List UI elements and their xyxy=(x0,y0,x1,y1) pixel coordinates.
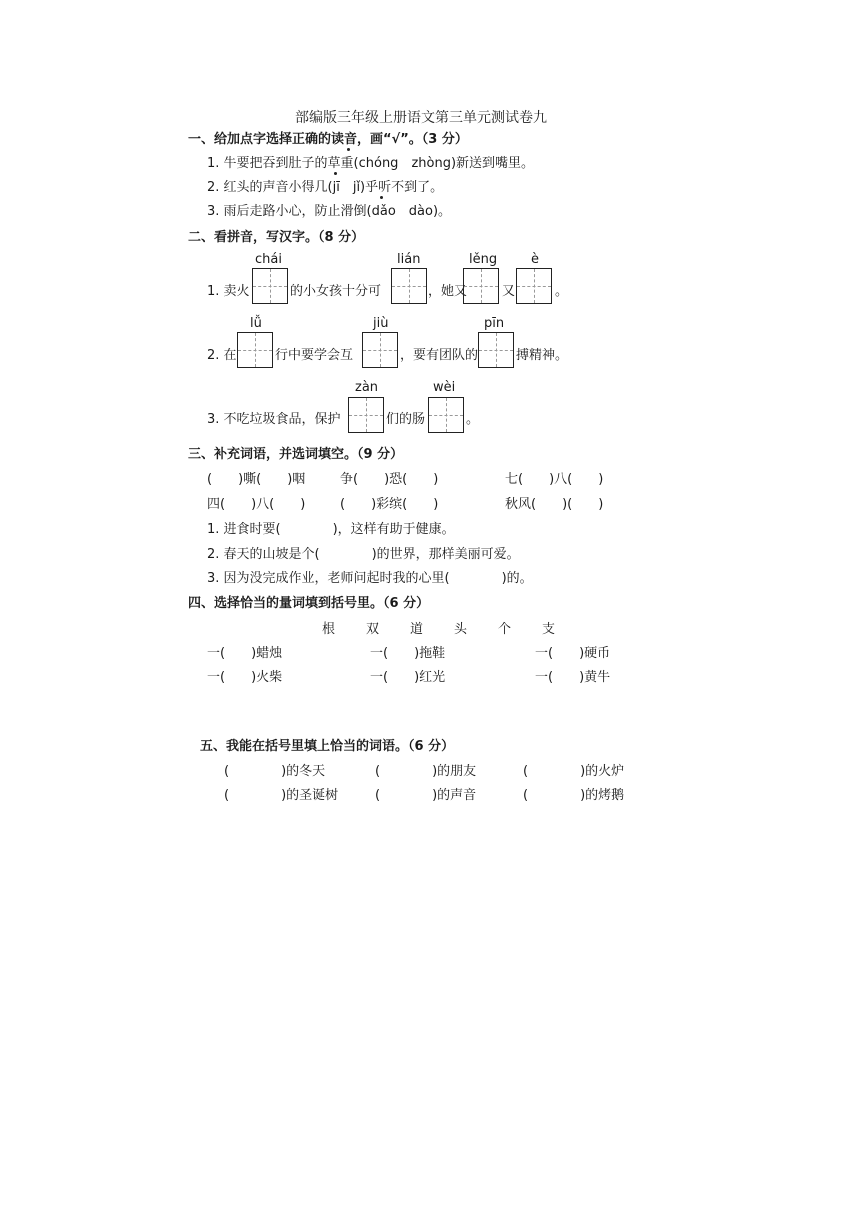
page-title: 部编版三年级上册语文第三单元测试卷九 xyxy=(295,110,547,126)
tianzi-box[interactable] xyxy=(362,332,398,368)
s4-r1-c3: 一( )硬币 xyxy=(535,646,611,661)
pinyin-leng: lěng xyxy=(469,252,498,267)
section-5-heading: 五、我能在括号里填上恰当的词语。（6 分） xyxy=(200,739,455,754)
measure-word: 个 xyxy=(498,622,512,637)
tianzi-box[interactable] xyxy=(391,268,427,304)
pinyin-lv: lǚ xyxy=(250,316,262,331)
pinyin-e: è xyxy=(531,252,539,267)
s3-item-3: 3. 因为没完成作业，老师问起时我的心里( )的。 xyxy=(207,571,533,586)
s3-r1-c2: 争( )恐( ) xyxy=(340,472,439,487)
s2-l1-e: 。 xyxy=(555,284,569,299)
s2-l3-a: 3. 不吃垃圾食品，保护 xyxy=(207,412,341,427)
tianzi-box[interactable] xyxy=(516,268,552,304)
s5-r1-c2: ( )的朋友 xyxy=(375,764,477,779)
pinyin-wei: wèi xyxy=(433,380,456,395)
tianzi-box[interactable] xyxy=(237,332,273,368)
s3-r1-c3: 七( )八( ) xyxy=(505,472,604,487)
measure-word: 根 xyxy=(322,622,336,637)
pinyin-pin: pīn xyxy=(484,316,505,331)
measure-word: 支 xyxy=(542,622,556,637)
pinyin-chai: chái xyxy=(255,252,282,267)
pinyin-lian: lián xyxy=(397,252,421,267)
s4-r2-c1: 一( )火柴 xyxy=(207,670,283,685)
measure-word: 双 xyxy=(366,622,380,637)
s3-r1-c1: ( )嘶( )咽 xyxy=(207,472,306,487)
measure-word: 头 xyxy=(454,622,468,637)
s2-l2-b: 行中要学会互 xyxy=(275,348,354,363)
s2-l1-b: 的小女孩十分可 xyxy=(290,284,382,299)
s3-r2-c3: 秋风( )( ) xyxy=(505,497,604,512)
section-3-heading: 三、补充词语，并选词填空。（9 分） xyxy=(188,447,404,462)
s4-r2-c3: 一( )黄牛 xyxy=(535,670,611,685)
s1-item-3: 3. 雨后走路小心，防止滑倒(dǎo dào)。 xyxy=(207,204,452,219)
s3-item-1: 1. 进食时要( )，这样有助于健康。 xyxy=(207,522,455,537)
emphasis-dot xyxy=(347,148,350,151)
tianzi-box[interactable] xyxy=(478,332,514,368)
s2-l1-c: ，她又 xyxy=(428,284,468,299)
s5-r1-c1: ( )的冬天 xyxy=(224,764,326,779)
s3-r2-c2: ( )彩缤( ) xyxy=(340,497,439,512)
section-1-heading: 一、给加点字选择正确的读音，画“√”。（3 分） xyxy=(188,132,468,147)
s2-l2-a: 2. 在 xyxy=(207,348,237,363)
s2-l2-d: 搏精神。 xyxy=(516,348,569,363)
section-2-heading: 二、看拼音，写汉字。（8 分） xyxy=(188,230,365,245)
s5-r2-c1: ( )的圣诞树 xyxy=(224,788,339,803)
s5-r2-c2: ( )的声音 xyxy=(375,788,477,803)
s1-item-2: 2. 红头的声音小得几(jī jǐ)乎听不到了。 xyxy=(207,180,444,195)
s2-l1-a: 1. 卖火 xyxy=(207,284,250,299)
s2-l1-d: 又 xyxy=(502,284,516,299)
s5-r1-c3: ( )的火炉 xyxy=(523,764,625,779)
s3-item-2: 2. 春天的山坡是个( )的世界，那样美丽可爱。 xyxy=(207,547,520,562)
s2-l3-b: 们的肠 xyxy=(386,412,426,427)
section-4-heading: 四、选择恰当的量词填到括号里。（6 分） xyxy=(188,596,430,611)
s4-r1-c2: 一( )拖鞋 xyxy=(370,646,446,661)
tianzi-box[interactable] xyxy=(428,397,464,433)
s4-r1-c1: 一( )蜡烛 xyxy=(207,646,283,661)
tianzi-box[interactable] xyxy=(463,268,499,304)
tianzi-box[interactable] xyxy=(252,268,288,304)
s3-r2-c1: 四( )八( ) xyxy=(207,497,306,512)
s4-r2-c2: 一( )红光 xyxy=(370,670,446,685)
pinyin-jiu: jiù xyxy=(373,316,389,331)
tianzi-box[interactable] xyxy=(348,397,384,433)
pinyin-zan: zàn xyxy=(355,380,379,395)
s2-l3-c: 。 xyxy=(466,412,480,427)
s1-item-1: 1. 牛要把吞到肚子的草重(chóng zhòng)新送到嘴里。 xyxy=(207,156,535,171)
emphasis-dot xyxy=(380,196,383,199)
s2-l2-c: ，要有团队的 xyxy=(400,348,479,363)
s5-r2-c3: ( )的烤鹅 xyxy=(523,788,625,803)
measure-word: 道 xyxy=(410,622,424,637)
emphasis-dot xyxy=(334,172,337,175)
